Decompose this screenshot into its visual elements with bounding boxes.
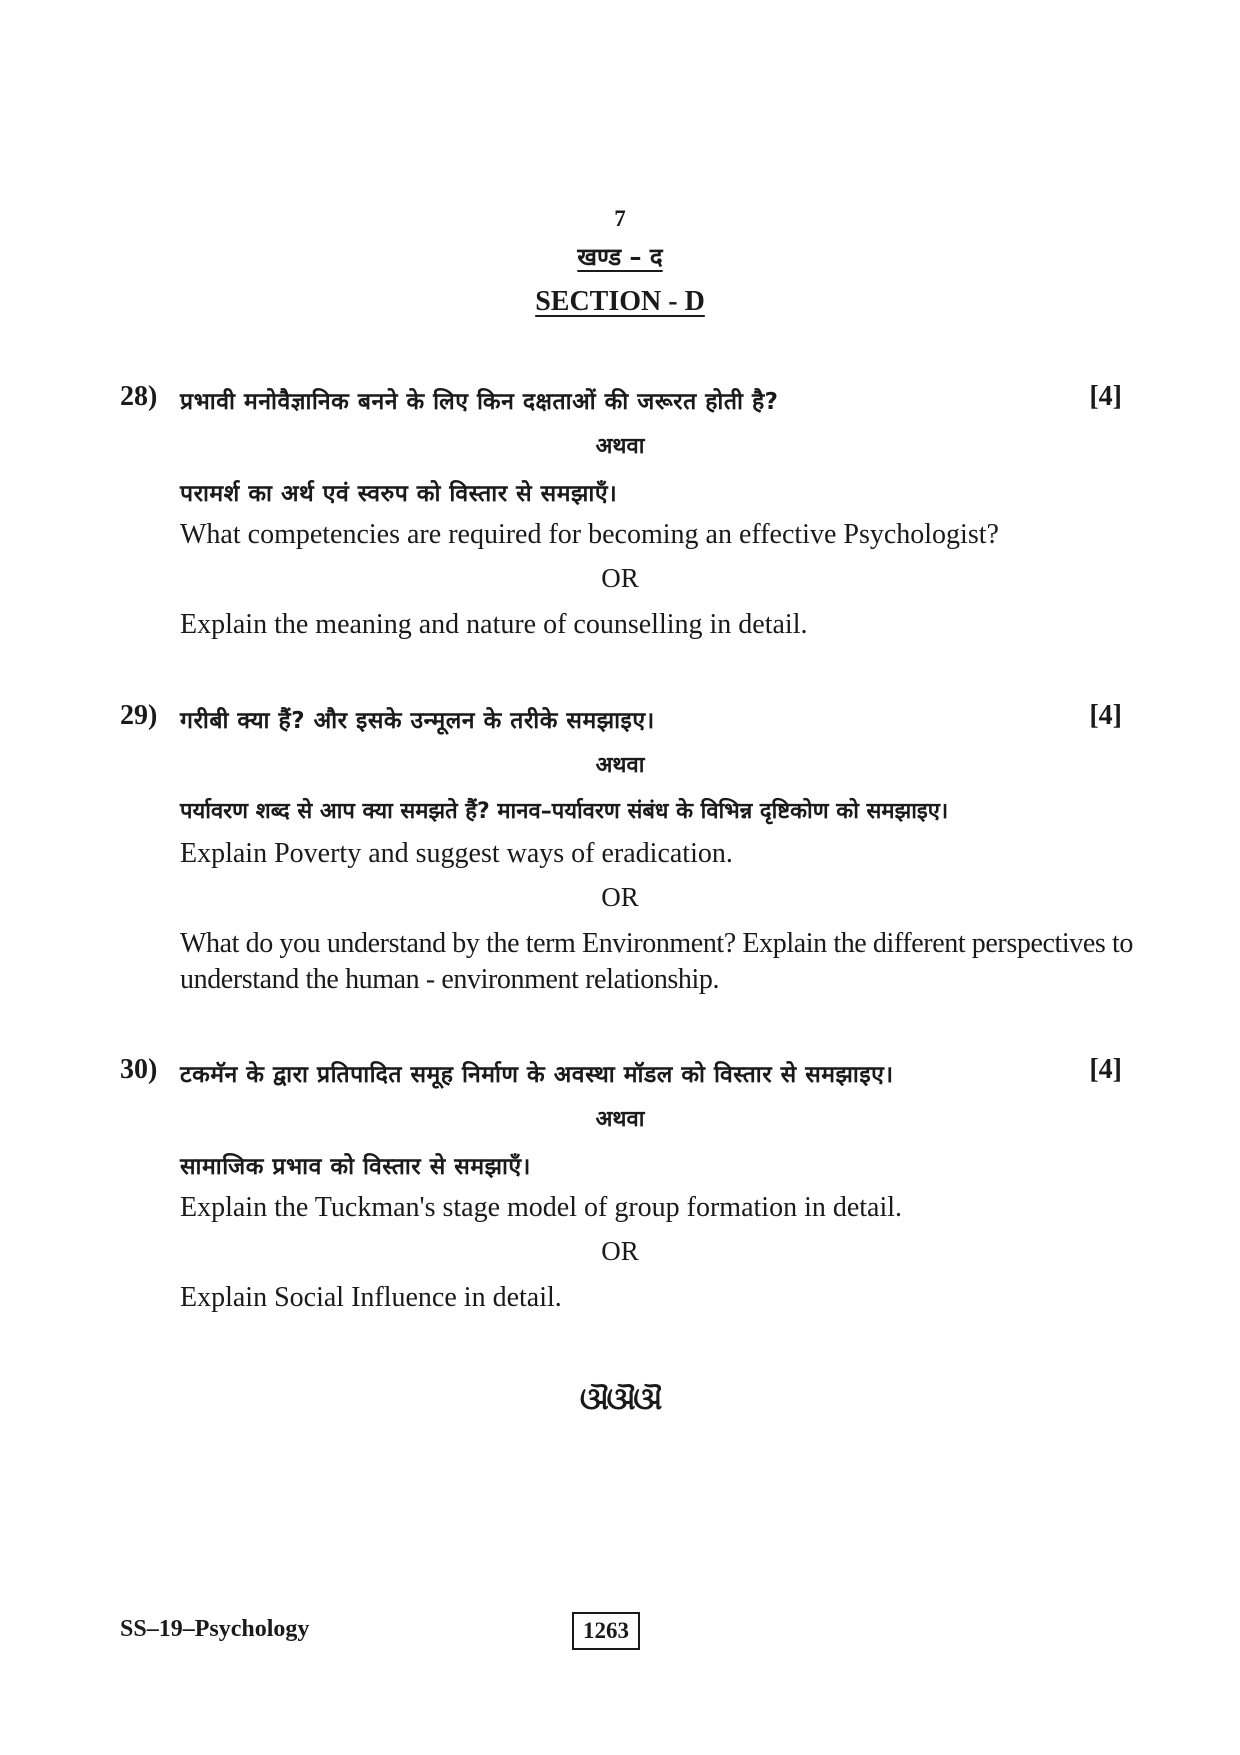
or-english: OR (601, 882, 639, 912)
or-hindi: अथवा (595, 1107, 645, 1132)
paper-code: SS–19–Psychology (120, 1616, 310, 1642)
alternative-english: Explain the meaning and nature of counselling in detail. (180, 609, 808, 640)
question-hindi: प्रभावी मनोवैज्ञानिक बनने के लिए किन दक्षताओं की जरूरत होती है? (180, 389, 779, 415)
question-english: What competencies are required for becoming an effective Psychologist? (180, 519, 999, 550)
question-number: 30) (120, 1054, 158, 1085)
question-hindi: टकमॅन के द्वारा प्रतिपादित समूह निर्माण के अवस्था मॉडल को विस्तार से समझाइए। (180, 1062, 894, 1088)
alternative-english: What do you understand by the term Environment? Explain the different perspectives to understand the human - environment relationship. (180, 928, 1133, 995)
alternative-hindi: परामर्श का अर्थ एवं स्वरुप को विस्तार से समझाएँ। (180, 481, 618, 507)
question-number: 28) (120, 381, 158, 412)
question-english: Explain the Tuckman's stage model of group formation in detail. (180, 1192, 903, 1223)
or-hindi: अथवा (595, 753, 645, 778)
question-marks: [4] (1089, 381, 1122, 412)
end-ornament: ଔଔଔ (579, 1383, 661, 1416)
or-hindi: अथवा (595, 434, 645, 459)
booklet-number: 1263 (572, 1612, 640, 1650)
or-english: OR (601, 563, 639, 593)
page-number: 7 (614, 206, 626, 231)
alternative-hindi: पर्यावरण शब्द से आप क्या समझते हैं? मानव–पर्यावरण संबंध के विभिन्न दृष्टिकोण को समझाइए। (180, 799, 949, 824)
section-title-english: SECTION - D (535, 286, 705, 317)
question-english: Explain Poverty and suggest ways of eradication. (180, 838, 733, 869)
alternative-english: Explain Social Influence in detail. (180, 1282, 562, 1313)
question-marks: [4] (1089, 1054, 1122, 1085)
question-number: 29) (120, 700, 158, 731)
question-hindi: गरीबी क्या हैं? और इसके उन्मूलन के तरीके समझाइए। (180, 708, 655, 734)
alternative-hindi: सामाजिक प्रभाव को विस्तार से समझाएँ। (180, 1154, 531, 1180)
or-english: OR (601, 1236, 639, 1266)
section-title-hindi: खण्ड – द (577, 243, 663, 271)
question-marks: [4] (1089, 700, 1122, 731)
